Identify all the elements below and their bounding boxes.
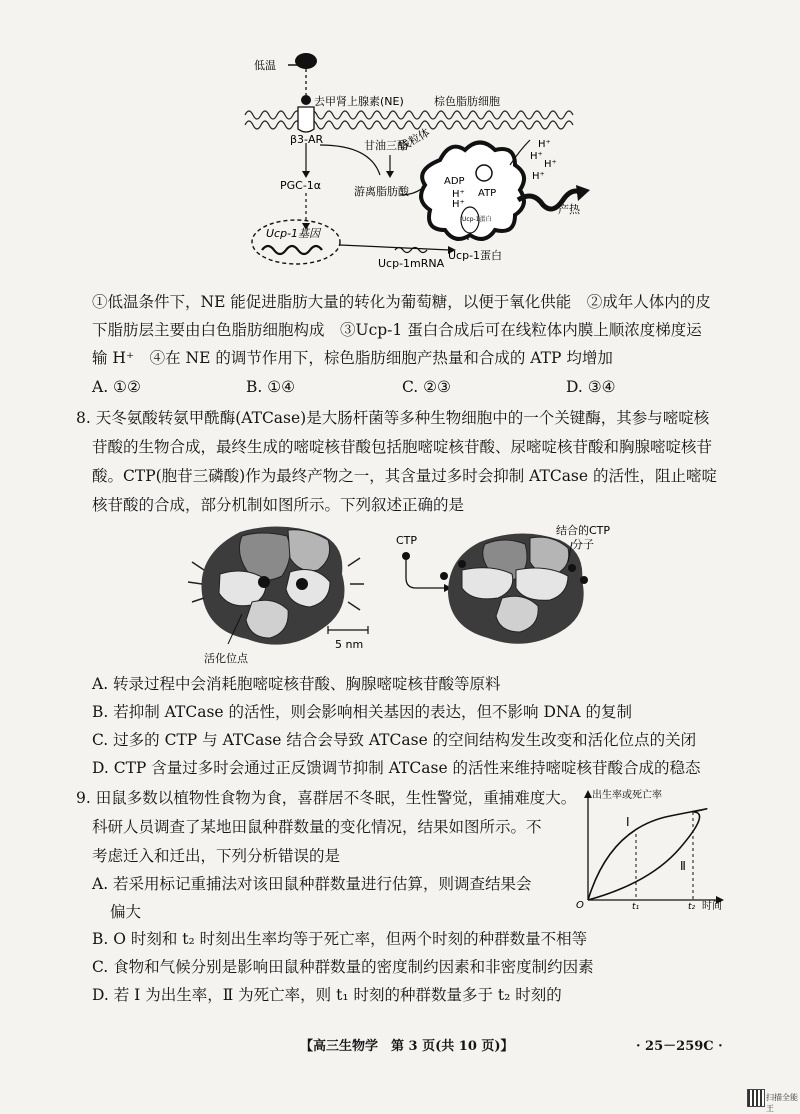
- q8-option-c[interactable]: C. 过多的 CTP 与 ATCase 结合会导致 ATCase 的空间结构发生改变和活化位点的关闭: [92, 731, 697, 749]
- q9-option-d[interactable]: D. 若 Ⅰ 为出生率，Ⅱ 为死亡率，则 t₁ 时刻的种群数量多于 t₂ 时刻的: [92, 986, 562, 1004]
- label-atp: ATP: [478, 188, 497, 199]
- q9-option-b[interactable]: B. O 时刻和 t₂ 时刻出生率均等于死亡率，但两个时刻的种群数量不相等: [92, 930, 588, 948]
- q7-line-1: ①低温条件下，NE 能促进脂肪大量的转化为葡萄糖，以便于氧化供能 ②成年人体内的皮: [92, 293, 711, 311]
- label-mrna: Ucp-1mRNA: [378, 257, 445, 270]
- label-protein: Ucp-1蛋白: [448, 249, 503, 262]
- chart-origin: O: [576, 900, 584, 910]
- label-gene: Ucp-1基因: [266, 227, 321, 240]
- label-adp: ADP: [444, 176, 465, 187]
- label-tg: 甘油三酯: [364, 139, 408, 152]
- q8-line-4: 核苷酸的合成，部分机制如图所示。下列叙述正确的是: [92, 496, 465, 514]
- q9-option-a-cont: 偏大: [110, 903, 142, 921]
- q7-line-3: 输 H⁺ ④在 NE 的调节作用下，棕色脂肪细胞产热量和合成的 ATP 均增加: [92, 349, 613, 367]
- chart-curve2: Ⅱ: [680, 859, 686, 873]
- fig-bound2: 分子: [572, 538, 594, 551]
- label-h5: H⁺: [544, 159, 557, 170]
- q9-chart: [570, 788, 730, 910]
- q9-line-3: 考虑迁入和迁出，下列分析错误的是: [92, 847, 341, 865]
- fig-scale: 5 nm: [335, 638, 364, 651]
- fig-site: 活化位点: [204, 652, 248, 665]
- label-h3: H⁺: [538, 139, 551, 150]
- q9-line-1: 9. 田鼠多数以植物性食物为食，喜群居不冬眠，生性警觉，重捕难度大。: [76, 789, 577, 807]
- q7-option-d[interactable]: D. ③④: [566, 378, 616, 396]
- label-heat: 产热: [558, 203, 580, 216]
- label-h2: H⁺: [452, 199, 465, 210]
- footer-code: · 25－259C ·: [636, 1039, 723, 1054]
- label-h1: H⁺: [452, 189, 465, 200]
- qr-icon: [747, 1089, 765, 1107]
- q7-line-2: 下脂肪层主要由白色脂肪细胞构成 ③Ucp-1 蛋白合成后可在线粒体内膜上顺浓度梯度运: [92, 321, 702, 339]
- chart-xlabel: 时间: [702, 901, 722, 910]
- q8-line-1: 8. 天冬氨酸转氨甲酰酶(ATCase)是大肠杆菌等多种生物细胞中的一个关键酶，其参与嘧啶核: [76, 409, 710, 427]
- q9-option-c[interactable]: C. 食物和气候分别是影响田鼠种群数量的密度制约因素和非密度制约因素: [92, 958, 594, 976]
- brown-fat-diagram: [240, 45, 600, 280]
- label-pgc: PGC-1α: [280, 179, 322, 192]
- label-h6: H⁺: [532, 171, 545, 182]
- q8-line-2: 苷酸的生物合成，最终生成的嘧啶核苷酸包括胞嘧啶核苷酸、尿嘧啶核苷酸和胸腺嘧啶核苷: [92, 438, 713, 456]
- q7-option-a[interactable]: A. ①②: [92, 378, 141, 396]
- label-h4: H⁺: [530, 151, 543, 162]
- chart-t2: t₂: [688, 902, 696, 910]
- q9-line-2: 科研人员调查了某地田鼠种群数量的变化情况，结果如图所示。不: [92, 818, 542, 836]
- q8-option-a[interactable]: A. 转录过程中会消耗胞嘧啶核苷酸、胸腺嘧啶核苷酸等原料: [92, 675, 501, 693]
- q8-option-b[interactable]: B. 若抑制 ATCase 的活性，则会影响相关基因的表达，但不影响 DNA 的复制: [92, 703, 633, 721]
- label-ne: 去甲肾上腺素(NE): [314, 95, 404, 108]
- chart-curve1: Ⅰ: [626, 815, 630, 829]
- q8-line-3: 酸。CTP(胞苷三磷酸)作为最终产物之一，其含量过多时会抑制 ATCase 的活性，阻止嘧啶: [92, 467, 717, 485]
- label-ucp-inner: Ucp-1蛋白: [462, 216, 492, 223]
- footer-page-info: 【高三生物学 第 3 页(共 10 页)】: [300, 1039, 514, 1054]
- label-receptor: β3-AR: [290, 133, 324, 146]
- fig-bound: 结合的CTP: [556, 524, 611, 537]
- scan-watermark: 扫描全能王: [766, 1093, 798, 1113]
- label-cell: 棕色脂肪细胞: [434, 95, 500, 108]
- fig-ctp: CTP: [396, 534, 418, 547]
- label-ffa: 游离脂肪酸: [354, 185, 409, 198]
- chart-t1: t₁: [632, 902, 640, 910]
- q8-option-d[interactable]: D. CTP 含量过多时会通过正反馈调节抑制 ATCase 的活性来维持嘧啶核苷酸合成的稳态: [92, 759, 701, 777]
- chart-ylabel: 出生率或死亡率: [592, 790, 662, 801]
- q9-option-a[interactable]: A. 若采用标记重捕法对该田鼠种群数量进行估算，则调查结果会: [92, 875, 532, 893]
- q7-option-c[interactable]: C. ②③: [402, 378, 451, 396]
- label-mito: 线粒体: [397, 125, 433, 154]
- atcase-figure: [180, 522, 700, 667]
- label-low-temp: 低温: [254, 59, 276, 72]
- q7-option-b[interactable]: B. ①④: [246, 378, 296, 396]
